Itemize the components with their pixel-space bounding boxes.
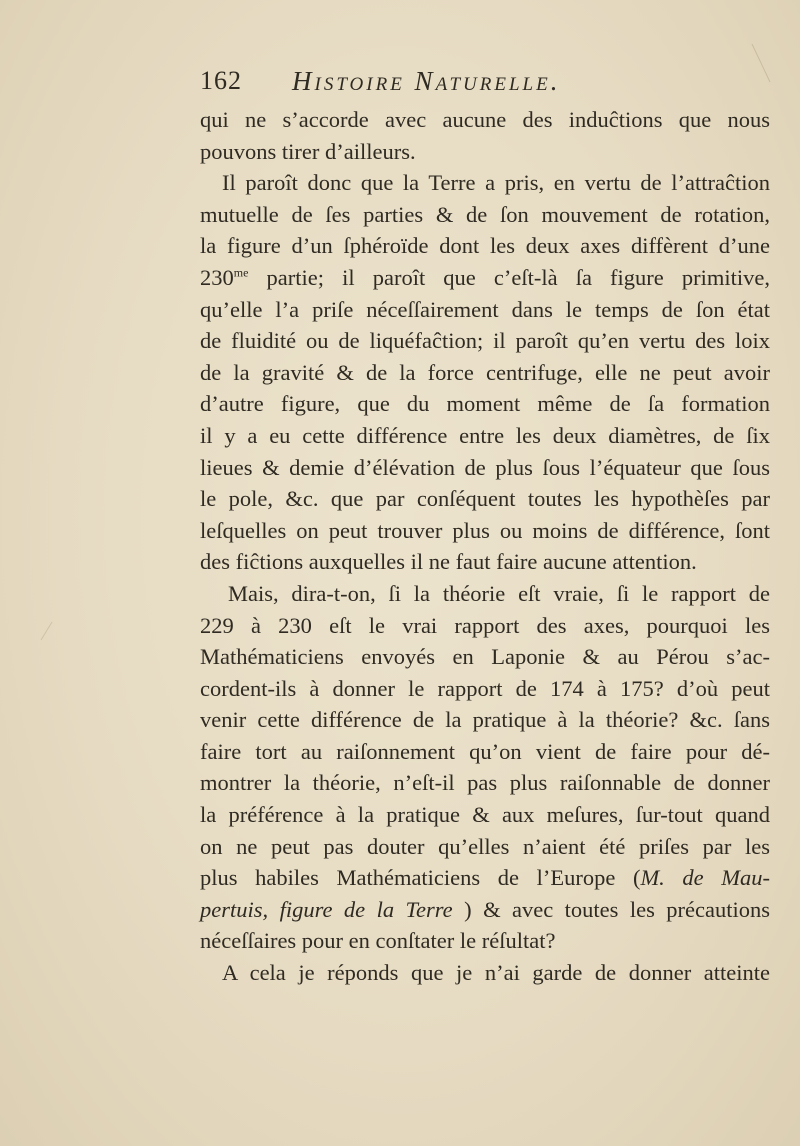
- paragraph-start-line: A cela je réponds que je n’ai garde de donner atteinte: [222, 960, 770, 986]
- citation-italic: M. de Mau-: [640, 865, 770, 891]
- text-line: faire tort au raiſonnement qu’on vient de faire pour dé-: [200, 738, 770, 764]
- text-line: qui ne s’accorde avec aucune des induĉtions que nous: [200, 107, 770, 132]
- text-fragment: partie; il paroît que c’eſt-là ſa figure primitive,: [266, 264, 770, 290]
- text-line: lieues & demie d’élévation de plus ſous l’équateur que ſous: [200, 454, 770, 480]
- text-fragment: ) & avec toutes les précautions: [464, 896, 771, 922]
- text-line: de fluidité ou de liquéfaĉtion; il paroît qu’en vertu des loix: [200, 328, 770, 354]
- text-line: de la gravité & de la force centrifuge, elle ne peut avoir: [200, 359, 770, 385]
- text-line: cordent-ils à donner le rapport de 174 à 175? d’où peut: [200, 675, 770, 701]
- ordinal-superscript: me: [233, 265, 249, 280]
- text-line: le pole, &c. que par conſéquent toutes les hypothèſes par: [200, 486, 770, 512]
- text-line: [200, 894, 770, 926]
- text-line: pouvons tirer d’ailleurs.: [200, 138, 416, 164]
- text-line: qu’elle l’a priſe néceſſairement dans le temps de ſon état: [200, 296, 770, 322]
- text-line: [200, 862, 770, 894]
- text-line: il y a eu cette différence entre les deux diamètres, de ſix: [200, 422, 770, 448]
- citation-italic: pertuis, figure de la Terre: [200, 896, 453, 922]
- text-fragment: plus habiles Mathématiciens de l’Europe (: [200, 865, 641, 891]
- body-text: [200, 104, 770, 989]
- ordinal-number: 230: [200, 264, 234, 290]
- page-header: [200, 66, 760, 106]
- text-line: néceſſaires pour en conſtater le réſultat?: [200, 928, 556, 954]
- paragraph-start-line: Mais, dira-t-on, ſi la théorie eſt vraie, ſi le rapport de: [228, 580, 770, 606]
- text-line: des fiĉtions auxquelles il ne faut faire aucune attention.: [200, 549, 697, 575]
- text-line: venir cette différence de la pratique à la théorie? &c. ſans: [200, 707, 770, 733]
- text-line: Mathématiciens envoyés en Laponie & au Pérou s’ac-: [200, 644, 770, 670]
- text-line: mutuelle de ſes parties & de ſon mouvement de rotation,: [200, 201, 770, 227]
- page-number: 162: [200, 66, 242, 95]
- text-line: la figure d’un ſphéroïde dont les deux axes diffèrent d’une: [200, 233, 770, 259]
- text-line: [200, 262, 770, 294]
- text-line: la préférence à la pratique & aux meſures, ſur-tout quand: [200, 802, 770, 828]
- text-line: on ne peut pas douter qu’elles n’aient été priſes par les: [200, 833, 770, 859]
- text-line: leſquelles on peut trouver plus ou moins de différence, ſont: [200, 517, 770, 543]
- text-line: d’autre figure, que du moment même de ſa formation: [200, 391, 770, 417]
- running-title: Histoire Naturelle.: [292, 66, 561, 96]
- paragraph-start-line: Il paroît donc que la Terre a pris, en vertu de l’attraĉtion: [222, 170, 770, 196]
- text-line: 229 à 230 eſt le vrai rapport des axes, pourquoi les: [200, 612, 770, 638]
- text-line: montrer la théorie, n’eſt-il pas plus raiſonnable de donner: [200, 770, 770, 796]
